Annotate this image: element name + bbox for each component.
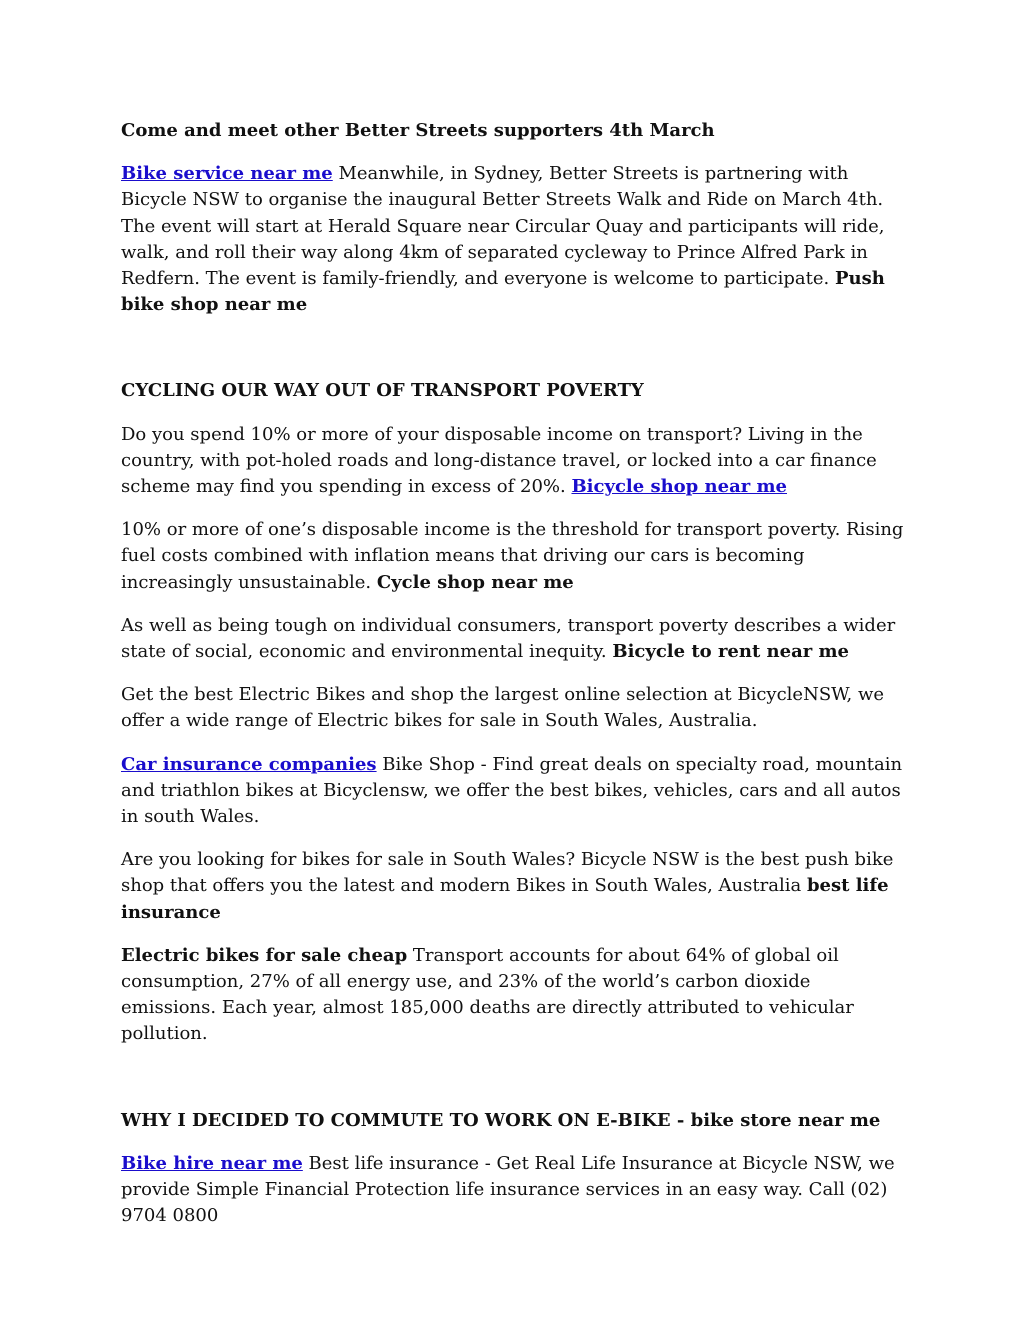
section-heading-transport-poverty: CYCLING OUR WAY OUT OF TRANSPORT POVERTY <box>121 380 644 402</box>
paragraph-text: 10% or more of one’s disposable income is the threshold for transport poverty. Rising fuel costs combined with inflation means that driving our cars is becoming increasingly unsustainable. <box>121 519 904 593</box>
paragraph-walk-and-ride <box>121 161 911 318</box>
paragraph-bikes-for-sale <box>121 847 911 926</box>
paragraph-life-insurance <box>121 1151 911 1230</box>
link-bike-hire-near-me[interactable]: Bike hire near me <box>121 1152 303 1174</box>
paragraph-text: Are you looking for bikes for sale in South Wales? Bicycle NSW is the best push bike shop that offers you the latest and modern Bikes in South Wales, Australia <box>121 849 894 897</box>
section-heading-commute-e-bike: WHY I DECIDED TO COMMUTE TO WORK ON E-BIKE - bike store near me <box>121 1109 881 1131</box>
document-page <box>121 118 911 1247</box>
section-spacer <box>121 1065 911 1108</box>
paragraph-text: As well as being tough on individual consumers, transport poverty describes a wider state of social, economic and environmental inequity. <box>121 614 896 663</box>
paragraph-bike-shop-deals <box>121 752 911 831</box>
paragraph-text: Bike Shop - Find great deals on specialty road, mountain and triathlon bikes at Bicyclensw, we offer the best bikes, vehicles, cars and all autos in south Wales. <box>121 753 903 828</box>
paragraph-oil-consumption <box>121 943 911 1048</box>
keyword-bicycle-to-rent: Bicycle to rent near me <box>612 641 850 663</box>
keyword-push-bike-shop: Push bike shop near me <box>121 268 885 316</box>
paragraph-threshold <box>121 517 911 596</box>
paragraph-text: Best life insurance - Get Real Life Insurance at Bicycle NSW, we provide Simple Financial Protection life insurance services in an easy way. Call (02) 9704 0800 <box>121 1152 895 1227</box>
keyword-best-life-insurance: best life insurance <box>121 875 889 923</box>
section-spacer <box>121 335 911 378</box>
paragraph-disposable-income <box>121 422 911 501</box>
keyword-electric-bikes-cheap: Electric bikes for sale cheap <box>121 944 408 966</box>
paragraph-text: Meanwhile, in Sydney, Better Streets is partnering with Bicycle NSW to organise the inaugural Better Streets Walk and Ride on March 4th. The event will start at Herald Square near Circular Quay and participants will ride, walk, and roll their way along 4km of separated cycleway to Prince Alfred Park in Redfern. The event is family-friendly, and everyone is welcome to participate. <box>121 163 885 290</box>
link-bike-service-near-me[interactable]: Bike service near me <box>121 163 333 185</box>
paragraph-text: Do you spend 10% or more of your disposable income on transport? Living in the country, with pot-holed roads and long-distance travel, or locked into a car finance scheme may find you spending in excess of 20%. <box>121 423 877 498</box>
link-car-insurance-companies[interactable]: Car insurance companies <box>121 753 377 775</box>
section-heading-better-streets: Come and meet other Better Streets supporters 4th March <box>121 120 715 141</box>
keyword-cycle-shop: Cycle shop near me <box>376 571 574 593</box>
link-bicycle-shop-near-me[interactable]: Bicycle shop near me <box>571 476 787 498</box>
paragraph-inequity <box>121 613 911 665</box>
paragraph-electric-bikes: Get the best Electric Bikes and shop the largest online selection at BicycleNSW, we offer a wide range of Electric bikes for sale in South Wales, Australia. <box>121 684 885 732</box>
paragraph-text: Transport accounts for about 64% of global oil consumption, 27% of all energy use, and 23% of the world’s carbon dioxide emissions. Each year, almost 185,000 deaths are directly attributed to vehicular pollution. <box>121 944 854 1045</box>
